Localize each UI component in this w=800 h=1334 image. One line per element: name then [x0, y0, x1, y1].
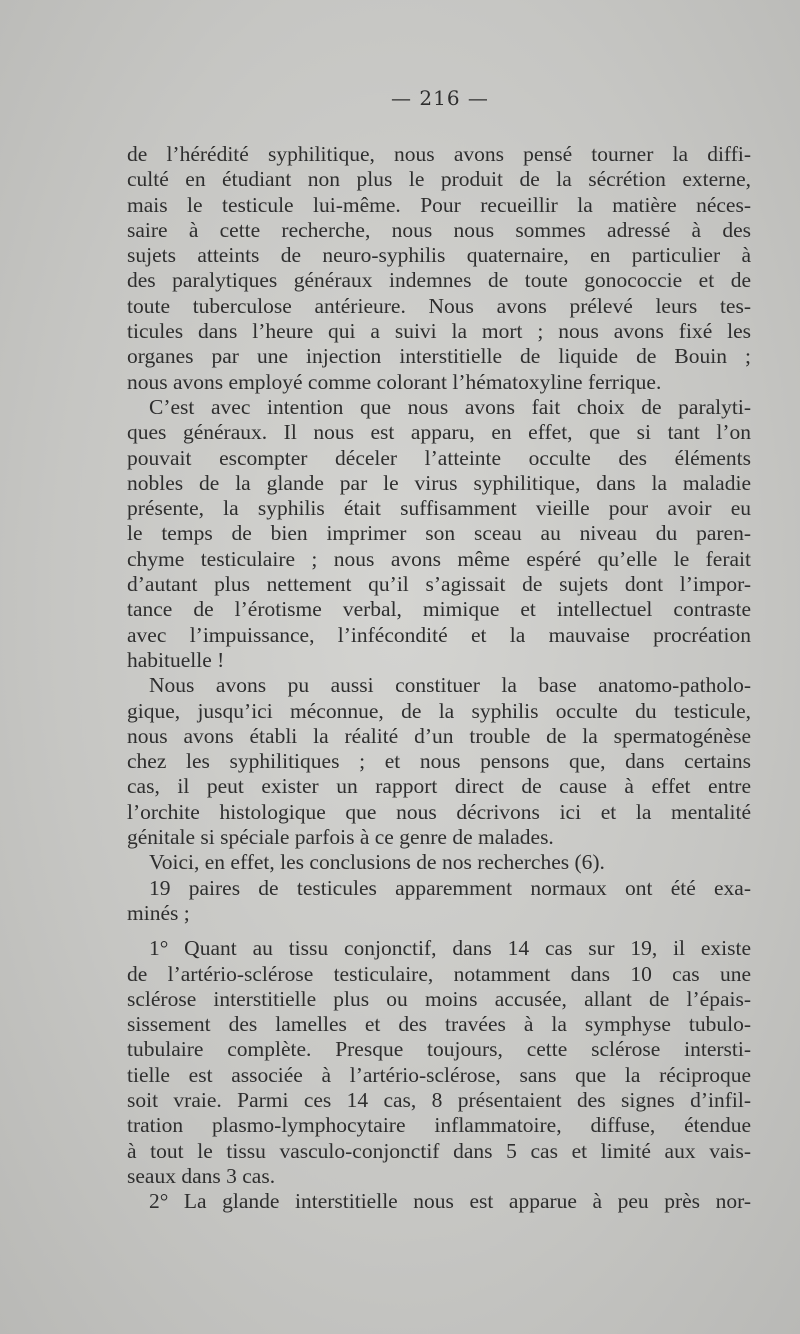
text-line: minés ;: [127, 900, 190, 925]
text-line: chyme testiculaire ; nous avons même espéré qu’elle le ferait: [127, 546, 751, 571]
text-line: sissement des lamelles et des travées à la symphyse tubulo-: [127, 1012, 751, 1037]
text-line: sujets atteints de neuro-syphilis quaternaire, en particulier à: [127, 243, 751, 268]
text-line: chez les syphilitiques ; et nous pensons que, dans certains: [127, 749, 751, 774]
text-line: toute tuberculose antérieure. Nous avons prélevé leurs tes-: [127, 293, 751, 318]
text-line: à tout le tissu vasculo-conjonctif dans 5 cas et limité aux vais-: [127, 1138, 751, 1163]
text-line: 2° La glande interstitielle nous est apparue à peu près nor-: [149, 1189, 751, 1214]
text-line: habituelle !: [127, 647, 225, 672]
text-line: pouvait escompter déceler l’atteinte occulte des éléments: [127, 445, 751, 470]
page-number: — 216 —: [391, 86, 489, 110]
text-line: génitale si spéciale parfois à ce genre de malades.: [127, 825, 554, 850]
text-line: des paralytiques généraux indemnes de toute gonococcie et de: [127, 268, 751, 293]
text-line: d’autant plus nettement qu’il s’agissait de sujets dont l’impor-: [127, 572, 751, 597]
text-line: de l’artério-sclérose testiculaire, notamment dans 10 cas une: [127, 961, 751, 986]
text-line: C’est avec intention que nous avons fait choix de paralyti-: [149, 394, 751, 419]
text-line: Voici, en effet, les conclusions de nos recherches (6).: [149, 850, 605, 875]
text-line: nobles de la glande par le virus syphilitique, dans la maladie: [127, 470, 751, 495]
text-line: de l’hérédité syphilitique, nous avons pensé tourner la diffi-: [127, 142, 751, 166]
paragraph-gap: [127, 926, 751, 936]
text-line: soit vraie. Parmi ces 14 cas, 8 présentaient des signes d’infil-: [127, 1087, 751, 1112]
body-text: [127, 142, 751, 1214]
text-line: tance de l’érotisme verbal, mimique et intellectuel contraste: [127, 597, 751, 622]
text-line: avec l’impuissance, l’infécondité et la mauvaise procréation: [127, 622, 751, 647]
text-line: tration plasmo-lymphocytaire inflammatoire, diffuse, étendue: [127, 1113, 751, 1138]
text-line: organes par une injection interstitielle de liquide de Bouin ;: [127, 344, 751, 369]
text-line: le temps de bien imprimer son sceau au niveau du paren-: [127, 521, 751, 546]
text-line: nous avons employé comme colorant l’hématoxyline ferrique.: [127, 369, 662, 394]
text-line: sclérose interstitielle plus ou moins accusée, allant de l’épais-: [127, 986, 751, 1011]
text-line: 19 paires de testicules apparemment normaux ont été exa-: [149, 875, 751, 900]
text-line: gique, jusqu’ici méconnue, de la syphilis occulte du testicule,: [127, 698, 751, 723]
text-line: tubulaire complète. Presque toujours, cette sclérose intersti-: [127, 1037, 751, 1062]
text-line: nous avons établi la réalité d’un trouble de la spermatogénèse: [127, 723, 751, 748]
text-line: seaux dans 3 cas.: [127, 1163, 276, 1188]
text-line: mais le testicule lui-même. Pour recueillir la matière néces-: [127, 192, 751, 217]
text-line: saire à cette recherche, nous nous sommes adressé à des: [127, 217, 751, 242]
text-line: l’orchite histologique que nous décrivons ici et la mentalité: [127, 799, 751, 824]
text-line: 1° Quant au tissu conjonctif, dans 14 cas sur 19, il existe: [149, 936, 751, 961]
text-line: ticules dans l’heure qui a suivi la mort ; nous avons fixé les: [127, 319, 751, 344]
text-line: tielle est associée à l’artério-sclérose, sans que la réciproque: [127, 1062, 751, 1087]
text-line: Nous avons pu aussi constituer la base anatomo-patholo-: [149, 673, 751, 698]
text-line: ques généraux. Il nous est apparu, en effet, que si tant l’on: [127, 420, 751, 445]
text-line: cas, il peut exister un rapport direct de cause à effet entre: [127, 774, 751, 799]
text-line: présente, la syphilis était suffisamment vieille pour avoir eu: [127, 496, 751, 521]
text-line: culté en étudiant non plus le produit de la sécrétion externe,: [127, 167, 751, 192]
